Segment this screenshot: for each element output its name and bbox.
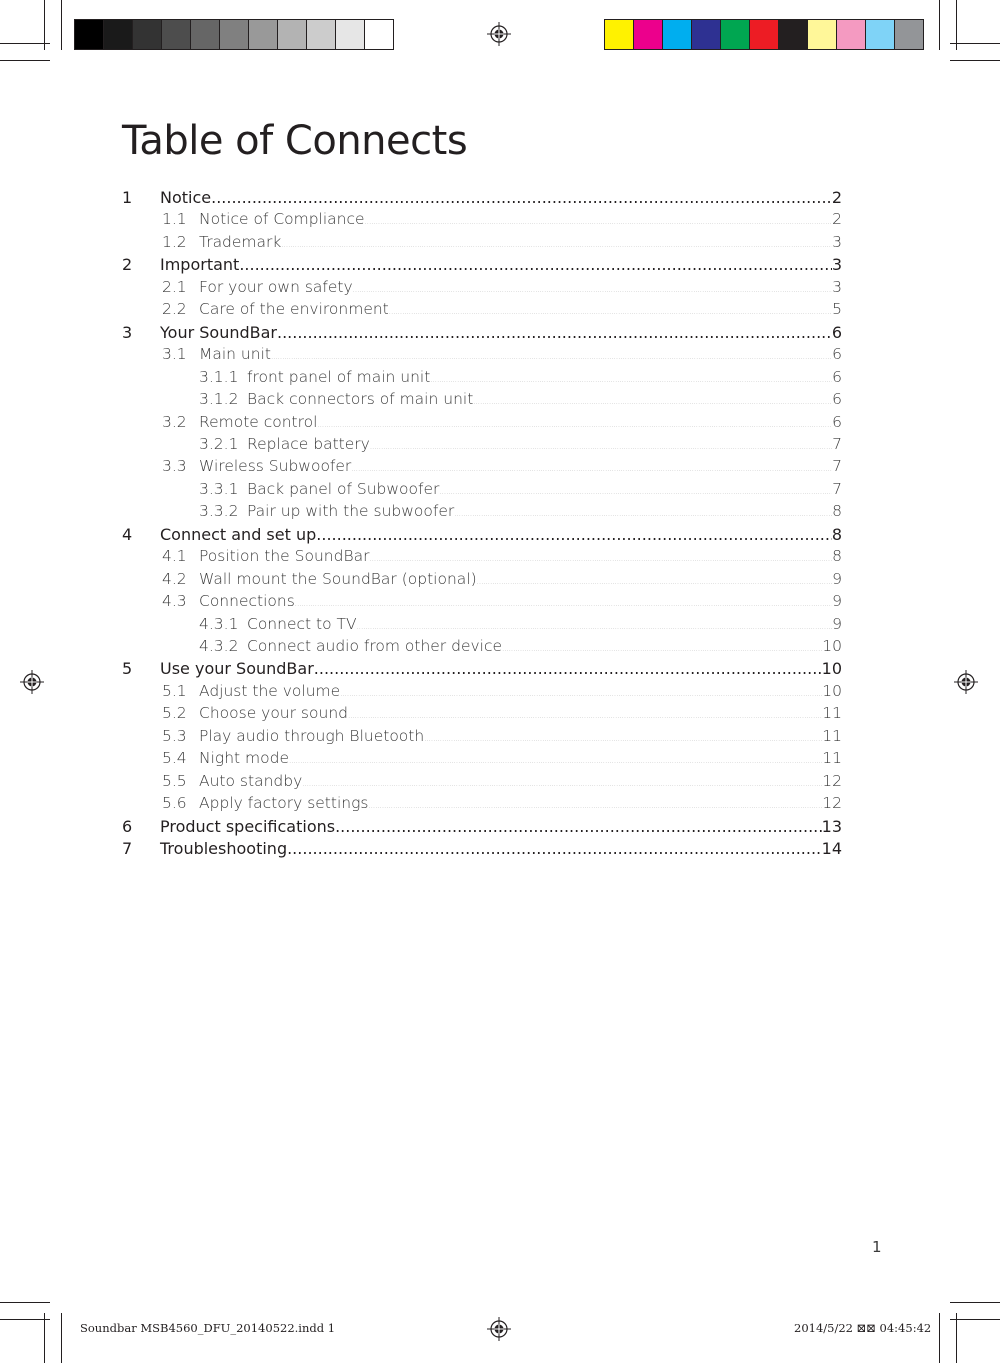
toc-entry-page: 12	[822, 794, 842, 813]
color-swatch	[634, 20, 663, 49]
toc-leader-dots	[348, 712, 822, 720]
toc-entry-number: 3.1.2	[199, 390, 239, 409]
crop-mark	[956, 1313, 957, 1363]
toc-leader-dots	[424, 735, 822, 743]
toc-entry-number: 3.3.2	[199, 502, 239, 521]
toc-entry-number: 3.3	[162, 457, 187, 476]
toc-entry-label: Pair up with the subwoofer	[247, 502, 455, 521]
crop-mark	[939, 1313, 940, 1363]
toc-entry-label: Important	[160, 255, 240, 275]
crop-mark	[950, 1302, 1000, 1303]
toc-entry-label: Auto standby	[199, 771, 303, 790]
toc-entry-page: 3	[832, 277, 842, 296]
toc-entry-page: 14	[821, 839, 842, 859]
toc-entry-label: Your SoundBar	[160, 322, 277, 342]
color-swatch	[336, 20, 365, 49]
toc-entry[interactable]	[162, 569, 842, 592]
toc-entry-number: 1.2	[162, 232, 187, 251]
toc-leader-dots	[351, 465, 832, 473]
toc-leader-dots	[370, 443, 832, 451]
toc-entry-number: 4	[122, 524, 133, 544]
toc-entry-number: 1.1	[162, 210, 187, 229]
toc-leader-dots	[239, 255, 831, 274]
toc-entry-label: Position the SoundBar	[199, 547, 370, 566]
crop-mark	[950, 43, 1000, 44]
toc-leader-dots	[281, 241, 832, 249]
toc-leader-dots	[369, 555, 832, 563]
toc-leader-dots	[277, 323, 832, 342]
registration-mark-icon	[487, 22, 511, 46]
toc-entry-number: 5.3	[162, 726, 187, 745]
crop-mark	[44, 1313, 45, 1363]
toc-entry-page: 8	[832, 502, 842, 521]
toc-entry[interactable]	[162, 726, 842, 749]
crop-mark	[0, 43, 50, 44]
toc-leader-dots	[317, 421, 832, 429]
toc-entry[interactable]	[122, 839, 842, 861]
color-swatch	[249, 20, 278, 49]
toc-leader-dots	[302, 780, 822, 788]
toc-leader-dots	[314, 659, 822, 678]
toc-entry-page: 6	[831, 322, 842, 342]
toc-entry-page: 10	[822, 681, 842, 700]
toc-entry[interactable]	[199, 502, 842, 524]
toc-entry-number: 3.1.1	[199, 367, 239, 386]
slug-filename: Soundbar MSB4560_DFU_20140522.indd 1	[80, 1321, 336, 1335]
toc-entry-page: 10	[821, 659, 842, 679]
toc-leader-dots	[357, 623, 833, 631]
toc-entry-number: 4.1	[162, 547, 187, 566]
toc-entry-label: Care of the environment	[199, 300, 389, 319]
toc-entry-number: 5.6	[162, 794, 187, 813]
page-number: 1	[872, 1238, 882, 1256]
toc-entry-page: 11	[822, 726, 842, 745]
toc-entry-page: 2	[832, 210, 842, 229]
toc-leader-dots	[271, 353, 832, 361]
color-swatch	[692, 20, 721, 49]
toc-entry-label: Notice of Compliance	[199, 210, 365, 229]
toc-entry-label: Product specifications	[160, 816, 336, 836]
toc-entry-page: 8	[832, 547, 842, 566]
crop-mark	[939, 0, 940, 50]
toc-leader-dots	[389, 308, 832, 316]
toc-entry[interactable]	[122, 322, 842, 345]
toc-entry-number: 4.2	[162, 569, 187, 588]
toc-entry-page: 6	[832, 390, 842, 409]
toc-entry-number: 2.1	[162, 277, 187, 296]
toc-entry[interactable]	[162, 592, 842, 614]
color-swatch	[837, 20, 866, 49]
color-swatch	[75, 20, 104, 49]
toc-leader-dots	[477, 578, 832, 586]
toc-entry-page: 6	[832, 412, 842, 431]
toc-entry-label: Wall mount the SoundBar (optional)	[199, 569, 477, 588]
toc-entry-number: 2.2	[162, 300, 187, 319]
toc-entry-label: front panel of main unit	[247, 367, 431, 386]
toc-entry-label: Connect and set up	[160, 524, 317, 544]
color-swatch	[808, 20, 837, 49]
page-title: Table of Connects	[122, 118, 468, 164]
toc-entry-page: 9	[832, 614, 842, 633]
toc-entry[interactable]	[162, 457, 842, 479]
toc-entry-label: Back panel of Subwoofer	[247, 479, 440, 498]
toc-entry-number: 6	[122, 816, 133, 836]
color-swatch	[605, 20, 634, 49]
toc-entry-label: Connect to TV	[247, 614, 357, 633]
toc-entry[interactable]	[122, 816, 842, 839]
toc-entry[interactable]	[122, 255, 842, 277]
crop-mark	[61, 1313, 62, 1363]
crop-mark	[0, 1302, 50, 1303]
color-swatch	[721, 20, 750, 49]
toc-leader-dots	[289, 757, 822, 765]
toc-entry-label: Connect audio from other device	[247, 637, 503, 655]
toc-leader-dots	[211, 188, 832, 207]
toc-entry-label: Wireless Subwoofer	[199, 457, 352, 476]
toc-entry-page: 9	[832, 569, 842, 588]
color-swatch	[220, 20, 249, 49]
toc-entry[interactable]	[199, 614, 842, 637]
toc-entry-number: 4.3.2	[199, 637, 239, 655]
toc-leader-dots	[316, 525, 832, 544]
crop-mark	[950, 1319, 1000, 1320]
process-color-bar	[604, 19, 924, 50]
toc-entry-label: Notice	[160, 188, 212, 207]
toc-entry-number: 7	[122, 839, 133, 859]
toc-entry[interactable]	[162, 210, 842, 232]
toc-entry[interactable]	[162, 300, 842, 322]
toc-entry-label: Back connectors of main unit	[247, 390, 474, 409]
color-swatch	[307, 20, 336, 49]
toc-entry-label: Troubleshooting	[160, 839, 288, 859]
toc-entry-label: Apply factory settings	[199, 794, 369, 813]
crop-mark	[61, 0, 62, 50]
toc-entry-page: 3	[831, 255, 842, 275]
toc-leader-dots	[439, 488, 832, 496]
crop-mark	[0, 60, 50, 61]
toc-entry-label: Connections	[199, 592, 295, 611]
color-swatch	[191, 20, 220, 49]
toc-entry-number: 5	[122, 659, 133, 679]
toc-entry-label: Use your SoundBar	[160, 659, 314, 679]
toc-entry-page: 11	[822, 704, 842, 723]
toc-entry[interactable]	[162, 771, 842, 794]
color-swatch	[779, 20, 808, 49]
toc-entry-label: Remote control	[199, 412, 318, 431]
color-swatch	[866, 20, 895, 49]
color-swatch	[663, 20, 692, 49]
toc-entry-page: 6	[832, 345, 842, 364]
toc-entry[interactable]	[162, 704, 842, 726]
slug-timestamp: 2014/5/22 ⊠⊠ 04:45:42	[794, 1321, 932, 1335]
color-swatch	[133, 20, 162, 49]
toc-entry-number: 5.1	[162, 681, 187, 700]
color-swatch	[278, 20, 307, 49]
registration-mark-icon	[20, 670, 44, 694]
toc-entry[interactable]	[122, 524, 842, 547]
toc-leader-dots	[295, 600, 832, 608]
toc-entry-label: For your own safety	[199, 277, 353, 296]
color-swatch	[750, 20, 779, 49]
toc-entry-number: 5.2	[162, 704, 187, 723]
toc-entry[interactable]	[162, 794, 842, 816]
toc-entry[interactable]	[162, 277, 842, 300]
toc-leader-dots	[454, 510, 832, 518]
toc-entry-number: 3.1	[162, 345, 187, 364]
toc-entry[interactable]	[162, 749, 842, 771]
registration-mark-icon	[487, 1317, 511, 1341]
toc-leader-dots	[502, 645, 822, 653]
toc-entry-page: 10	[822, 637, 842, 655]
toc-leader-dots	[365, 218, 833, 226]
toc-entry[interactable]	[199, 367, 842, 390]
toc-entry[interactable]	[162, 232, 842, 255]
toc-entry-label: Trademark	[199, 232, 282, 251]
toc-entry-label: Choose your sound	[199, 704, 348, 723]
toc-entry-page: 12	[822, 771, 842, 790]
toc-entry-page: 6	[832, 367, 842, 386]
toc-entry-page: 8	[831, 524, 842, 544]
toc-leader-dots	[368, 802, 822, 810]
toc-entry-label: Replace battery	[247, 434, 370, 453]
toc-entry-label: Play audio through Bluetooth	[199, 726, 425, 745]
toc-entry-page: 9	[832, 592, 842, 611]
toc-entry[interactable]	[162, 681, 842, 704]
toc-entry[interactable]	[199, 637, 842, 659]
toc-entry-number: 4.3.1	[199, 614, 239, 633]
toc-entry-page: 2	[831, 188, 842, 207]
toc-entry-number: 4.3	[162, 592, 187, 611]
crop-mark	[950, 60, 1000, 61]
registration-mark-icon	[954, 670, 978, 694]
color-swatch	[895, 20, 923, 49]
toc-entry[interactable]	[162, 412, 842, 435]
grayscale-color-bar	[74, 19, 394, 50]
toc-entry[interactable]	[122, 659, 842, 681]
toc-entry[interactable]	[162, 547, 842, 569]
toc-entry-page: 7	[832, 434, 842, 453]
toc-entry-number: 5.5	[162, 771, 187, 790]
toc-leader-dots	[287, 839, 822, 858]
color-swatch	[162, 20, 191, 49]
toc-entry-number: 1	[122, 188, 133, 207]
toc-entry[interactable]	[199, 479, 842, 502]
toc-entry-number: 5.4	[162, 749, 187, 768]
crop-mark	[956, 0, 957, 50]
crop-mark	[44, 0, 45, 50]
toc-leader-dots	[430, 376, 832, 384]
toc-leader-dots	[473, 398, 832, 406]
toc-entry-number: 3.2.1	[199, 434, 239, 453]
toc-entry-number: 3.3.1	[199, 479, 239, 498]
toc-entry[interactable]	[199, 390, 842, 412]
color-swatch	[104, 20, 133, 49]
toc-entry-number: 3	[122, 322, 133, 342]
toc-entry-page: 5	[832, 300, 842, 319]
toc-entry-label: Main unit	[199, 345, 271, 364]
toc-entry[interactable]	[122, 188, 842, 210]
toc-entry-page: 7	[832, 457, 842, 476]
toc-entry[interactable]	[199, 434, 842, 457]
toc-entry-page: 11	[822, 749, 842, 768]
toc-leader-dots	[340, 690, 822, 698]
toc-leader-dots	[335, 817, 822, 836]
toc-entry-page: 7	[832, 479, 842, 498]
toc-entry-label: Adjust the volume	[199, 681, 341, 700]
toc-entry-label: Night mode	[199, 749, 289, 768]
toc-entry-page: 13	[821, 816, 842, 836]
toc-entry-page: 3	[832, 232, 842, 251]
toc-leader-dots	[353, 286, 832, 294]
crop-mark	[0, 1319, 50, 1320]
toc-entry-number: 3.2	[162, 412, 187, 431]
toc-entry-number: 2	[122, 255, 133, 275]
toc-entry[interactable]	[162, 345, 842, 367]
color-swatch	[365, 20, 393, 49]
